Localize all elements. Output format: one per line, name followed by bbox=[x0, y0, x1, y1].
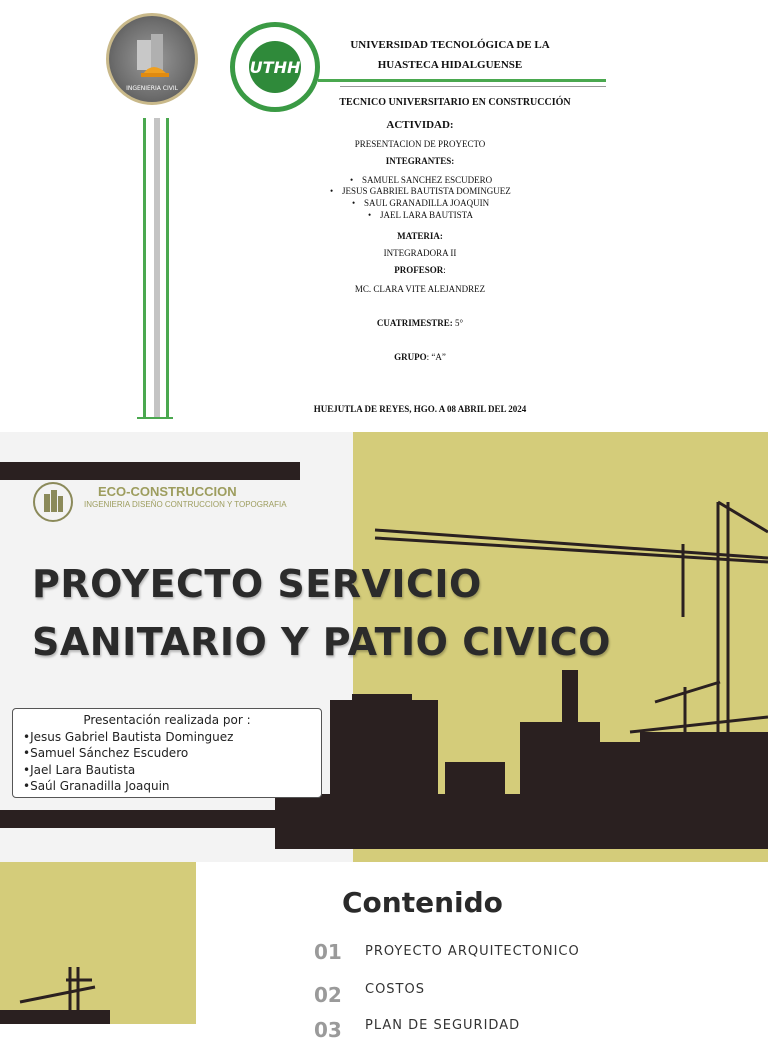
term-label: CUATRIMESTRE: bbox=[376, 318, 453, 328]
teacher-label: PROFESOR bbox=[394, 265, 444, 275]
university-name-line1: UNIVERSIDAD TECNOLÓGICA DE LA bbox=[350, 39, 550, 51]
group-value: : “A” bbox=[426, 352, 446, 362]
member-item: • SAMUEL SANCHEZ ESCUDERO bbox=[362, 175, 492, 185]
item-number: 01 bbox=[314, 940, 342, 964]
eco-construccion-logo bbox=[33, 482, 73, 522]
members-label: INTEGRANTES: bbox=[385, 156, 455, 166]
university-name-line2: HUASTECA HIDALGUENSE bbox=[377, 59, 523, 71]
teacher-colon: : bbox=[443, 265, 446, 275]
item-number: 02 bbox=[314, 983, 342, 1007]
slide-title-line1: PROYECTO SERVICIO bbox=[32, 562, 482, 606]
crane-silhouette-image bbox=[0, 862, 196, 1024]
activity-label: ACTIVIDAD: bbox=[386, 119, 454, 131]
presenter-item: • Saúl Granadilla Joaquin bbox=[23, 779, 170, 793]
member-item: • JAEL LARA BAUTISTA bbox=[380, 210, 473, 220]
gray-vertical-line bbox=[154, 118, 160, 418]
green-vertical-line bbox=[166, 118, 169, 418]
contents-item: PROYECTO ARQUITECTONICO bbox=[365, 944, 580, 959]
brand-name: ECO-CONSTRUCCION bbox=[98, 484, 237, 499]
subject-value: INTEGRADORA II bbox=[383, 248, 457, 258]
seal1-label: INGENIERIA CIVIL bbox=[126, 85, 178, 92]
contents-slide bbox=[0, 862, 768, 1042]
brand-subtitle: INGENIERIA DISEÑO CONTRUCCION Y TOPOGRAFIA bbox=[84, 500, 287, 509]
place-date: HUEJUTLA DE REYES, HGO. A 08 ABRIL DEL 2024 bbox=[313, 404, 527, 414]
presenter-item: • Samuel Sánchez Escudero bbox=[23, 746, 188, 760]
seal2-label: UTHH bbox=[249, 58, 301, 77]
title-slide bbox=[0, 432, 768, 862]
teacher-value: MC. CLARA VITE ALEJANDREZ bbox=[354, 284, 486, 294]
contents-item: COSTOS bbox=[365, 982, 425, 997]
presenter-item: • Jael Lara Bautista bbox=[23, 763, 135, 777]
activity-value: PRESENTACION DE PROYECTO bbox=[354, 139, 486, 149]
presenters-box bbox=[12, 708, 322, 798]
subject-label: MATERIA: bbox=[397, 231, 443, 241]
slide-title-line2: SANITARIO Y PATIO CIVICO bbox=[32, 620, 611, 664]
uthh-seal-logo bbox=[230, 22, 320, 112]
engineering-seal-logo bbox=[106, 13, 198, 105]
contents-item: PLAN DE SEGURIDAD bbox=[365, 1018, 521, 1033]
base-line bbox=[137, 417, 173, 419]
teacher-label-line bbox=[350, 265, 490, 275]
term-value: 5° bbox=[452, 318, 464, 328]
member-item: • SAUL GRANADILLA JOAQUIN bbox=[364, 198, 489, 208]
member-item: • JESUS GABRIEL BAUTISTA DOMINGUEZ bbox=[342, 186, 511, 196]
gray-divider bbox=[340, 86, 606, 87]
presented-by-label: Presentación realizada por : bbox=[83, 713, 251, 727]
green-vertical-line bbox=[143, 118, 146, 418]
item-number: 03 bbox=[314, 1018, 342, 1042]
presenter-item: • Jesus Gabriel Bautista Dominguez bbox=[23, 730, 233, 744]
term-line bbox=[340, 318, 500, 328]
group-label: GRUPO bbox=[394, 352, 427, 362]
program-name: TECNICO UNIVERSITARIO EN CONSTRUCCIÓN bbox=[339, 97, 571, 108]
contents-title: Contenido bbox=[342, 886, 503, 919]
group-line bbox=[340, 352, 500, 362]
cover-page bbox=[0, 0, 768, 432]
green-divider bbox=[318, 79, 606, 82]
